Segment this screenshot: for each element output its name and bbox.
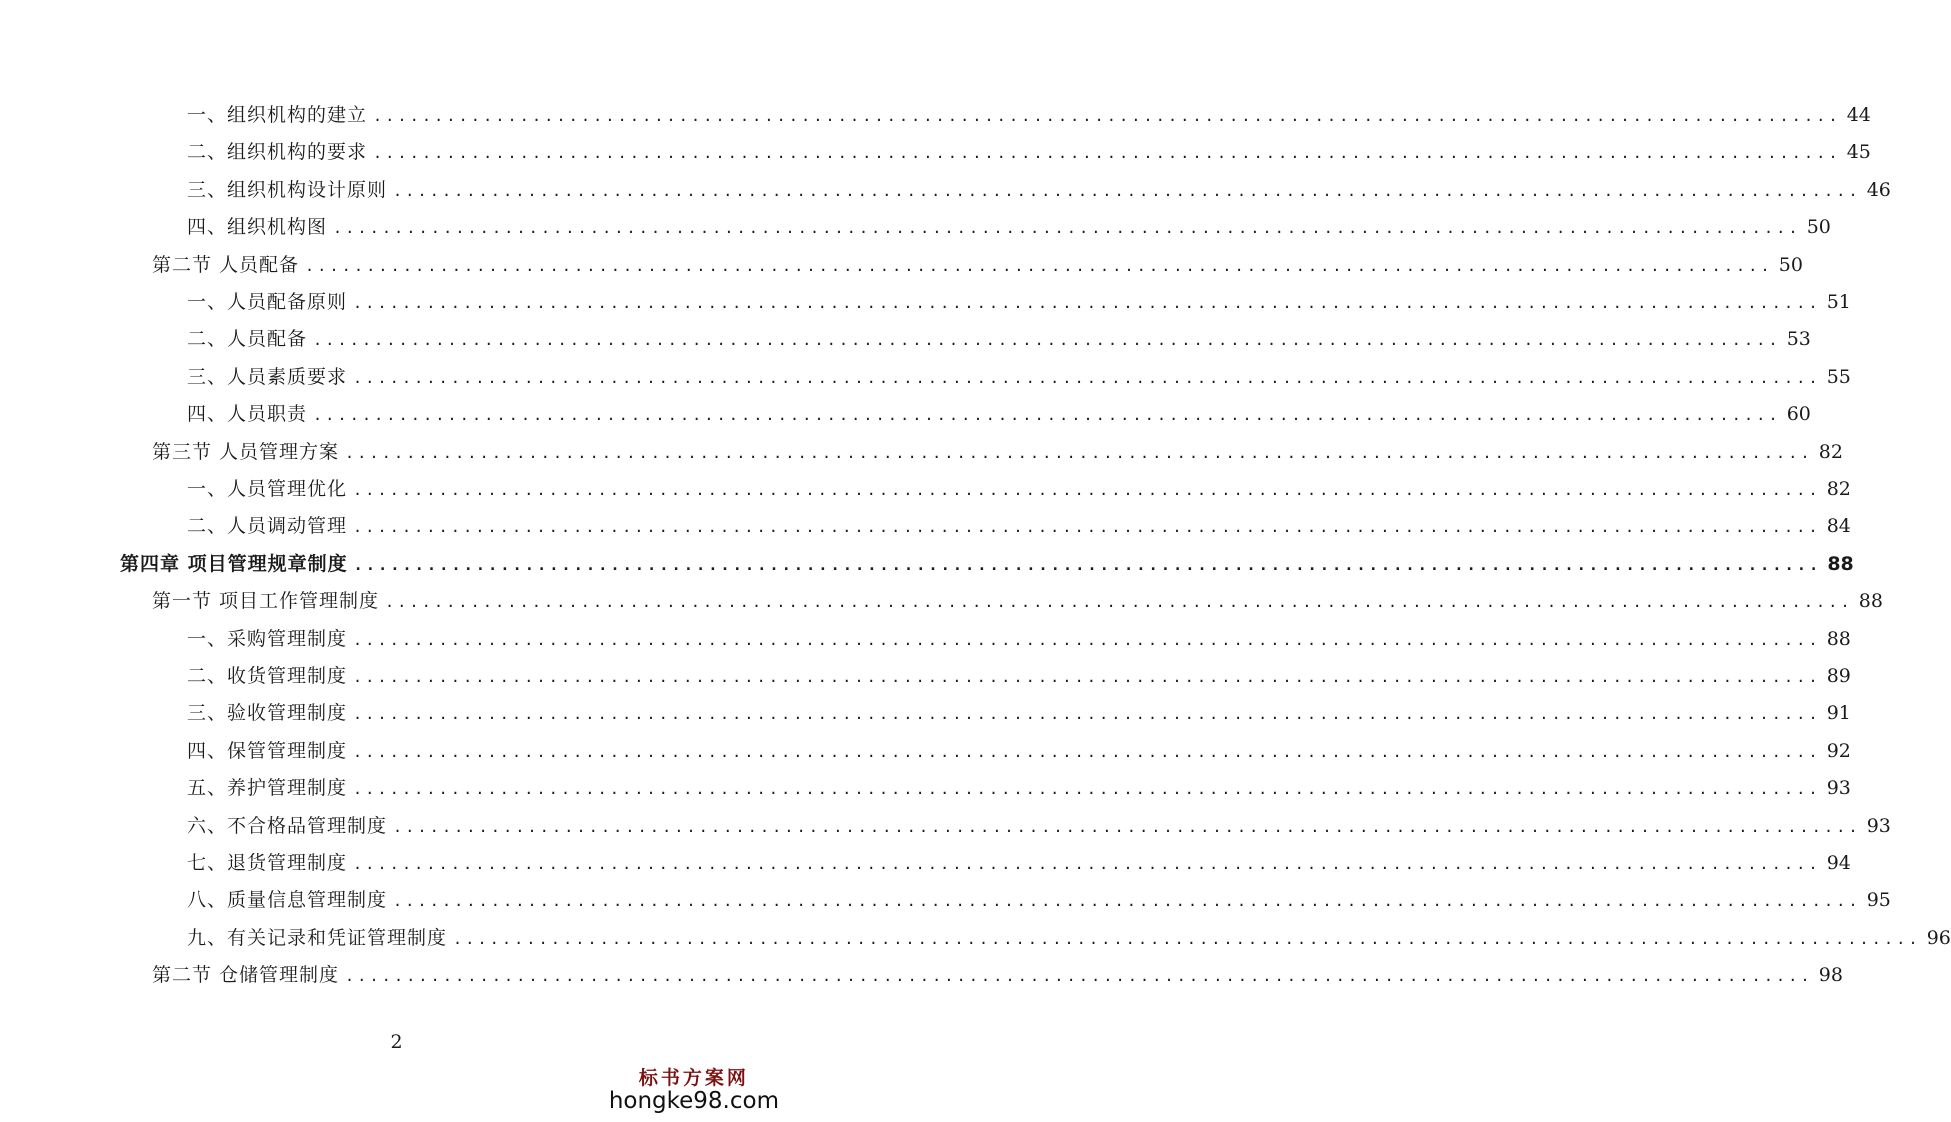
toc-entry-label: 三、验收管理制度 — [187, 702, 348, 725]
toc-entry-page: 53 — [1786, 328, 1811, 351]
toc-entry-page: 51 — [1826, 291, 1851, 313]
toc-entry-label: 六、不合格品管理制度 — [187, 814, 388, 837]
toc-entry-page: 94 — [1826, 852, 1851, 874]
toc-entry-page: 45 — [1846, 141, 1871, 164]
toc-entry-page: 93 — [1866, 814, 1891, 837]
toc-entry-page: 89 — [1826, 665, 1851, 687]
toc-entry-page: 88 — [1826, 627, 1851, 650]
watermark-url: hongke98.com — [608, 1088, 779, 1114]
toc-leader-dots: ........................................................................................................................ — [353, 294, 1821, 312]
toc-leader-dots: ........................................................................................................................ — [393, 181, 1861, 200]
toc-entry-page: 84 — [1826, 515, 1851, 538]
toc-entry-page: 88 — [1827, 552, 1854, 575]
toc-entry-page: 96 — [1926, 926, 1951, 949]
toc-entry — [187, 176, 1891, 204]
toc-entry — [152, 251, 1803, 279]
toc-entry-label: 四、组织机构图 — [187, 216, 328, 239]
toc-leader-dots: ........................................................................................................................ — [353, 555, 1822, 574]
toc-entry-page: 46 — [1866, 178, 1891, 201]
toc-entry-page: 95 — [1866, 889, 1891, 912]
toc-entry — [187, 625, 1851, 653]
toc-entry-label: 二、组织机构的要求 — [187, 141, 368, 164]
toc-entry-label: 三、人员素质要求 — [187, 365, 348, 388]
toc-entry — [187, 886, 1891, 914]
toc-entry-label: 九、有关记录和凭证管理制度 — [187, 926, 448, 949]
toc-entry — [187, 325, 1811, 353]
toc-entry — [187, 363, 1851, 391]
toc-entry-label: 七、退货管理制度 — [187, 852, 348, 874]
toc-leader-dots: ........................................................................................................................ — [353, 705, 1821, 724]
toc-entry-page: 88 — [1858, 590, 1883, 613]
toc-leader-dots: ........................................................................................................................ — [345, 967, 1813, 986]
toc-entry-page: 91 — [1826, 702, 1851, 725]
toc-entry-page: 55 — [1826, 365, 1851, 388]
toc-entry — [187, 512, 1851, 540]
toc-leader-dots: ........................................................................................................................ — [353, 668, 1821, 686]
toc-entry-label: 一、人员配备原则 — [187, 291, 348, 313]
toc-leader-dots: ........................................................................................................................ — [345, 443, 1813, 462]
site-watermark — [609, 1063, 779, 1114]
watermark-title: 标书方案网 — [638, 1067, 749, 1089]
toc-leader-dots: ........................................................................................................................ — [313, 331, 1781, 350]
toc-leader-dots: ........................................................................................................................ — [393, 892, 1861, 911]
toc-leader-dots: ........................................................................................................................ — [353, 855, 1821, 873]
toc-entry-label: 五、养护管理制度 — [187, 777, 348, 800]
toc-entry — [187, 288, 1851, 316]
toc-leader-dots: ........................................................................................................................ — [333, 219, 1801, 238]
toc-entry — [187, 213, 1831, 241]
toc-entry-label: 第三节 人员管理方案 — [152, 440, 340, 463]
toc-entry-label: 一、人员管理优化 — [187, 478, 348, 500]
toc-entry-label: 四、人员职责 — [187, 403, 308, 426]
toc-entry-page: 82 — [1826, 478, 1851, 500]
toc-leader-dots: ........................................................................................................................ — [305, 256, 1773, 275]
toc-entry-page: 93 — [1826, 777, 1851, 800]
toc-entry-label: 八、质量信息管理制度 — [187, 889, 388, 912]
toc-leader-dots: ........................................................................................................................ — [385, 593, 1853, 612]
toc-entry-label: 第一节 项目工作管理制度 — [152, 590, 380, 613]
toc-leader-dots: ........................................................................................................................ — [353, 518, 1821, 537]
toc-entry-label: 第四章 项目管理规章制度 — [120, 552, 348, 575]
toc-entry — [187, 101, 1871, 129]
toc-entry-label: 三、组织机构设计原则 — [187, 178, 388, 201]
toc-entry-page: 98 — [1818, 964, 1843, 987]
toc-entry-page: 82 — [1818, 440, 1843, 463]
toc-leader-dots: ........................................................................................................................ — [353, 481, 1821, 499]
toc-entry-page: 50 — [1806, 216, 1831, 239]
toc-leader-dots: ........................................................................................................................ — [353, 630, 1821, 649]
toc-leader-dots: ........................................................................................................................ — [353, 368, 1821, 387]
toc-entry-page: 92 — [1826, 739, 1851, 762]
toc-entry-page: 60 — [1786, 403, 1811, 426]
toc-leader-dots: ........................................................................................................................ — [373, 107, 1841, 125]
toc-entry-label: 二、收货管理制度 — [187, 665, 348, 687]
toc-entry-label: 一、采购管理制度 — [187, 627, 348, 650]
toc-entry — [152, 438, 1843, 466]
toc-entry-label: 第二节 仓储管理制度 — [152, 964, 340, 987]
toc-entry — [187, 699, 1851, 727]
toc-entry — [187, 774, 1851, 802]
toc-leader-dots: ........................................................................................................................ — [393, 817, 1861, 836]
toc-entry — [187, 400, 1811, 428]
toc-entry-page: 44 — [1846, 104, 1871, 126]
toc-entry — [187, 662, 1851, 690]
toc-leader-dots: ........................................................................................................................ — [453, 929, 1921, 948]
toc-entry — [187, 737, 1851, 765]
toc-leader-dots: ........................................................................................................................ — [353, 742, 1821, 761]
toc-entry-label: 四、保管管理制度 — [187, 739, 348, 762]
toc-entry — [152, 961, 1843, 989]
toc-entry — [187, 138, 1871, 166]
toc-entry — [187, 475, 1851, 503]
toc-entry — [152, 587, 1883, 615]
toc-leader-dots: ........................................................................................................................ — [373, 144, 1841, 163]
toc-leader-dots: ........................................................................................................................ — [313, 406, 1781, 425]
toc-leader-dots: ........................................................................................................................ — [353, 780, 1821, 799]
page-number: 2 — [390, 1031, 403, 1053]
toc-entry — [187, 812, 1891, 840]
toc-entry — [187, 849, 1851, 877]
toc-entry-label: 第二节 人员配备 — [152, 253, 300, 276]
toc-entry — [187, 924, 1951, 952]
toc-entry-label: 二、人员配备 — [187, 328, 308, 351]
toc-entry-label: 一、组织机构的建立 — [187, 104, 368, 126]
toc-entry-label: 二、人员调动管理 — [187, 515, 348, 538]
toc-entry-page: 50 — [1778, 253, 1803, 276]
toc-entry — [120, 550, 1854, 578]
